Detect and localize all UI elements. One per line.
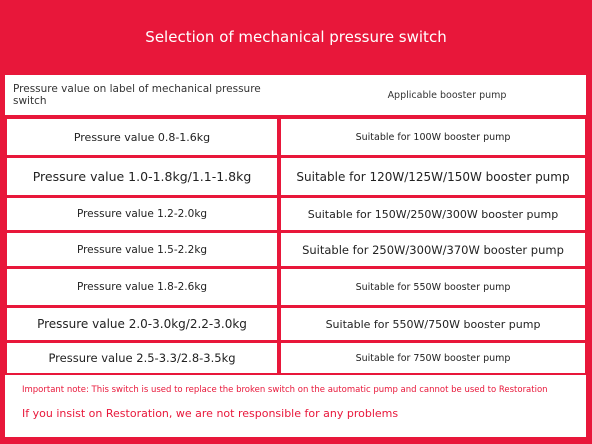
pump-cell: Suitable for 550W/750W booster pump [281,308,585,340]
table-row [7,119,585,155]
pressure-cell: Pressure value 1.0-1.8kg/1.1-1.8kg [7,158,277,195]
table-row [7,158,585,195]
pump-cell: Suitable for 150W/250W/300W booster pump [281,198,585,230]
table-row [7,343,585,373]
pressure-cell: Pressure value 1.5-2.2kg [7,233,277,266]
header-pump-label: Applicable booster pump [387,89,507,101]
note-line-2: If you insist on Restoration, we are not responsible for any problems [22,407,399,420]
pump-cell: Suitable for 250W/300W/370W booster pump [281,233,585,266]
table-row [7,233,585,266]
table-row [7,198,585,230]
pump-cell: Suitable for 550W booster pump [281,269,585,305]
pressure-cell: Pressure value 1.2-2.0kg [7,198,277,230]
pump-cell: Suitable for 750W booster pump [281,343,585,373]
table-row [7,308,585,340]
note-line-1: Important note: This switch is used to replace the broken switch on the automatic pump and cannot be used to Restoration [22,385,548,395]
pump-cell: Suitable for 120W/125W/150W booster pump [281,158,585,195]
table-row [7,269,585,305]
header-pressure-label: Pressure value on label of mechanical pressure switch [13,83,261,107]
pressure-cell: Pressure value 0.8-1.6kg [7,119,277,155]
pump-cell: Suitable for 100W booster pump [281,119,585,155]
important-note [5,375,586,437]
page-title: Selection of mechanical pressure switch [145,28,447,46]
pressure-cell: Pressure value 2.0-3.0kg/2.2-3.0kg [7,308,277,340]
pressure-cell: Pressure value 1.8-2.6kg [7,269,277,305]
table-header [5,75,586,115]
pressure-cell: Pressure value 2.5-3.3/2.8-3.5kg [7,343,277,373]
